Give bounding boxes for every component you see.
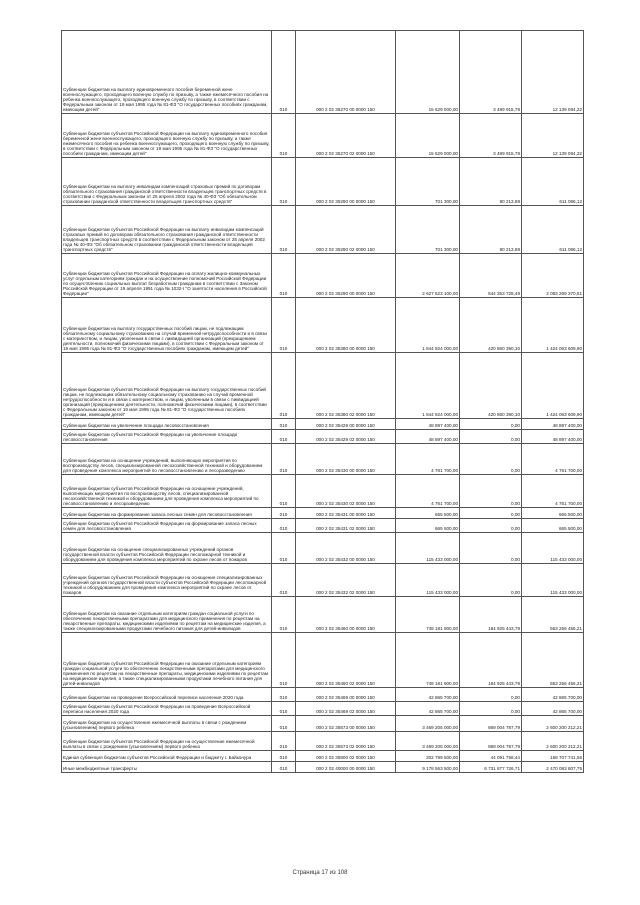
cell-unexecuted: 115 433 000,00: [522, 533, 584, 564]
cell-name: Субвенции бюджетам на проведение Всероссийской переписи населения 2020 года: [62, 688, 272, 702]
cell-unexecuted: 48 897 400,00: [522, 430, 584, 444]
cell-name: Субвенции бюджетам субъектов Российской Федерации на выплату инвалидам компенсаций страховых премий по договорам обязательного страхования гражданской ответственности владельцев транспортных средств в соответствии с Федеральным законом от 25 апреля 2002 года № 40-ФЗ "Об обязательном страховании гражданской ответственности владельцев транспортных средств": [62, 206, 272, 254]
cell-executed: 3 489 915,78: [460, 114, 522, 158]
cell-name: Субвенции бюджетам субъектов Российской Федерации на оснащение специализированных учреждений органов государственной власти субъектов Российской Федерации лесопожарной техникой и оборудованием для проведения комплекса мероприятий по охране лесов от пожаров: [62, 564, 272, 597]
table-row: [62, 597, 584, 633]
cell-unexecuted: 1 424 063 609,90: [522, 298, 584, 353]
cell-code: 010: [272, 254, 296, 298]
cell-kbk: 000 2 02 35469 02 0000 150: [296, 702, 396, 716]
cell-kbk: 000 2 02 35380 00 0000 150: [296, 298, 396, 353]
cell-approved: 4 761 700,00: [396, 475, 460, 508]
cell-executed: 0,00: [460, 419, 522, 430]
cell-executed: 420 860 390,10: [460, 298, 522, 353]
table-row: [62, 716, 584, 732]
cell-approved: 1 844 924 000,00: [396, 298, 460, 353]
cell-code: 010: [272, 533, 296, 564]
cell-approved: 665 500,00: [396, 508, 460, 519]
cell-approved: 701 300,00: [396, 158, 460, 206]
cell-code: 010: [272, 762, 296, 773]
cell-name: Субвенции бюджетам субъектов Российской Федерации на оплату жилищно-коммунальных услуг отдельным категориям граждан и на осуществление полномочий Российской Федерации по осуществлению социальных выплат безработным гражданам в соответствии с Законом Российской Федерации от 19 апреля 1991 года № 1032-I "О занятости населения в Российской Федерации": [62, 254, 272, 298]
cell-kbk: 000 2 02 35460 00 0000 150: [296, 597, 396, 633]
cell-name: Субвенции бюджетам субъектов Российской Федерации на выплату государственных пособий лицам, не подлежащим обязательному социальному страхованию на случай временной нетрудоспособности и в связи с материнством, и лицам, уволенным в связи с ликвидацией организаций (прекращением деятельности, полномочий физическими лицами), в соответствии с Федеральным законом от 19 мая 1995 года № 81-ФЗ "О государственных пособиях гражданам, имеющим детей": [62, 353, 272, 419]
cell-kbk: 000 2 02 35280 02 0000 150: [296, 206, 396, 254]
table-row: [62, 762, 584, 773]
page-number: Страница 17 из 108: [292, 870, 348, 876]
cell-kbk: 000 2 02 35270 02 0000 150: [296, 114, 396, 158]
table-row: [62, 206, 584, 254]
table-row: [62, 508, 584, 519]
cell-unexecuted: 12 139 084,22: [522, 31, 584, 114]
cell-unexecuted: 158 707 741,56: [522, 751, 584, 762]
cell-executed: 0,00: [460, 444, 522, 475]
cell-unexecuted: 611 086,12: [522, 206, 584, 254]
cell-approved: 42 865 700,00: [396, 702, 460, 716]
cell-unexecuted: 48 897 400,00: [522, 419, 584, 430]
cell-approved: 3 469 205 000,00: [396, 732, 460, 751]
cell-executed: 0,00: [460, 564, 522, 597]
cell-kbk: 000 2 02 35380 02 0000 150: [296, 353, 396, 419]
cell-executed: 0,00: [460, 519, 522, 533]
cell-unexecuted: 4 761 700,00: [522, 444, 584, 475]
cell-unexecuted: 2 083 269 370,51: [522, 254, 584, 298]
cell-code: 010: [272, 298, 296, 353]
cell-kbk: 000 2 02 35460 02 0000 150: [296, 633, 396, 688]
cell-executed: 0,00: [460, 508, 522, 519]
cell-kbk: 000 2 02 35431 02 0000 150: [296, 519, 396, 533]
cell-code: 010: [272, 564, 296, 597]
cell-name: Субвенции бюджетам на выплату инвалидам компенсаций страховых премий по договорам обязательного страхования гражданской ответственности владельцев транспортных средств в соответствии с Федеральным законом от 25 апреля 2002 года № 40-ФЗ "Об обязательном страховании гражданской ответственности владельцев транспортных средств": [62, 158, 272, 206]
cell-executed: 869 004 787,79: [460, 716, 522, 732]
table-row: [62, 519, 584, 533]
table-row: [62, 298, 584, 353]
table-row: [62, 31, 584, 114]
cell-unexecuted: 563 256 456,21: [522, 597, 584, 633]
table-row: [62, 751, 584, 762]
cell-kbk: 000 2 02 35431 00 0000 150: [296, 508, 396, 519]
cell-name: Субвенции бюджетам субъектов Российской Федерации на формирование запаса лесных семян для лесовосстановления: [62, 519, 272, 533]
table-row: [62, 533, 584, 564]
table-row: [62, 732, 584, 751]
cell-approved: 115 433 000,00: [396, 564, 460, 597]
cell-executed: 869 004 787,79: [460, 732, 522, 751]
cell-kbk: 000 2 02 35900 02 0000 150: [296, 751, 396, 762]
cell-name: Субвенции бюджетам на оснащение специализированных учреждений органов государственной власти субъектов Российской Федерации лесопожарной техникой и оборудованием для проведения комплекса мероприятий по охране лесов от пожаров: [62, 533, 272, 564]
cell-name: Субвенции бюджетам на выплату единовременного пособия беременной жене военнослужащего, проходящего военную службу по призыву, а также ежемесячного пособия на ребенка военнослужащего, проходящего военную службу по призыву, в соответствии с Федеральным законом от 19 мая 1995 года № 81-ФЗ "О государственных пособиях гражданам, имеющим детей": [62, 31, 272, 114]
cell-unexecuted: 2 600 200 212,21: [522, 716, 584, 732]
cell-unexecuted: 665 500,00: [522, 519, 584, 533]
cell-code: 010: [272, 751, 296, 762]
cell-approved: 202 799 500,00: [396, 751, 460, 762]
cell-kbk: 000 2 02 35280 00 0000 150: [296, 158, 396, 206]
cell-kbk: 000 2 02 35430 00 0000 150: [296, 444, 396, 475]
table-row: [62, 633, 584, 688]
cell-code: 010: [272, 158, 296, 206]
cell-name: Субвенции бюджетам субъектов Российской Федерации на проведение Всероссийской переписи населения 2020 года: [62, 702, 272, 716]
cell-name: Субвенции бюджетам на увеличение площади лесовосстановления: [62, 419, 272, 430]
cell-name: Субвенции бюджетам на выплату государственных пособий лицам, не подлежащим обязательному социальному страхованию на случай временной нетрудоспособности и в связи с материнством, и лицам, уволенным в связи с ликвидацией организаций (прекращением деятельности, полномочий физическими лицами), в соответствии с Федеральным законом от 19 мая 1995 года № 81-ФЗ "О государственных пособиях гражданам, имеющим детей": [62, 298, 272, 353]
cell-unexecuted: 42 865 700,00: [522, 702, 584, 716]
cell-unexecuted: 12 139 084,22: [522, 114, 584, 158]
table-row: [62, 475, 584, 508]
cell-code: 010: [272, 114, 296, 158]
cell-kbk: 000 2 02 40000 00 0000 150: [296, 762, 396, 773]
cell-executed: 0,00: [460, 475, 522, 508]
cell-name: Субвенции бюджетам на осуществление ежемесячной выплаты в связи с рождением (усыновлением) первого ребенка: [62, 716, 272, 732]
cell-kbk: 000 2 02 35432 00 0000 150: [296, 533, 396, 564]
cell-executed: 0,00: [460, 688, 522, 702]
cell-name: Субвенции бюджетам субъектов Российской Федерации на оказание отдельным категориям граждан социальной услуги по обеспечению лекарственными препаратами для медицинского применения по рецептам на лекарственные препараты, медицинскими изделиями по рецептам на медицинские изделия, а также специализированными продуктами лечебного питания для детей-инвалидов: [62, 633, 272, 688]
table-row: [62, 114, 584, 158]
cell-kbk: 000 2 02 35429 02 0000 150: [296, 430, 396, 444]
cell-code: 010: [272, 475, 296, 508]
cell-unexecuted: 2 600 200 212,21: [522, 732, 584, 751]
cell-executed: 0,00: [460, 430, 522, 444]
cell-approved: 748 181 900,00: [396, 597, 460, 633]
cell-executed: 44 091 758,44: [460, 751, 522, 762]
cell-kbk: 000 2 02 35430 02 0000 150: [296, 475, 396, 508]
cell-approved: 748 181 900,00: [396, 633, 460, 688]
cell-unexecuted: 563 256 456,21: [522, 633, 584, 688]
cell-approved: 1 844 924 000,00: [396, 353, 460, 419]
cell-kbk: 000 2 02 35432 02 0000 150: [296, 564, 396, 597]
cell-code: 010: [272, 353, 296, 419]
cell-approved: 9 178 563 500,00: [396, 762, 460, 773]
table-row: [62, 254, 584, 298]
cell-name: Субвенции бюджетам на формирование запаса лесных семян для лесовосстановления: [62, 508, 272, 519]
cell-code: 010: [272, 633, 296, 688]
table-row: [62, 444, 584, 475]
cell-name: Единая субвенция бюджетам субъектов Российской Федерации и бюджету г. Байконура: [62, 751, 272, 762]
cell-executed: 0,00: [460, 533, 522, 564]
cell-approved: 4 761 700,00: [396, 444, 460, 475]
cell-unexecuted: 1 424 063 609,90: [522, 353, 584, 419]
cell-code: 010: [272, 31, 296, 114]
cell-approved: 115 433 000,00: [396, 533, 460, 564]
cell-approved: 48 897 400,00: [396, 430, 460, 444]
cell-approved: 3 469 205 000,00: [396, 716, 460, 732]
cell-executed: 90 213,88: [460, 206, 522, 254]
cell-code: 010: [272, 206, 296, 254]
cell-unexecuted: 611 086,12: [522, 158, 584, 206]
budget-table: [61, 30, 584, 773]
table-row: [62, 430, 584, 444]
cell-kbk: 000 2 02 35270 00 0000 150: [296, 31, 396, 114]
cell-approved: 2 627 623 100,00: [396, 254, 460, 298]
table-row: [62, 419, 584, 430]
cell-executed: 6 731 877 726,71: [460, 762, 522, 773]
table-row: [62, 702, 584, 716]
table-row: [62, 158, 584, 206]
cell-name: Субвенции бюджетам на оснащение учреждений, выполняющих мероприятия по воспроизводству лесов, специализированной лесохозяйственной техникой и оборудованием для проведения комплекса мероприятий по лесовосстановлению и лесоразведению: [62, 444, 272, 475]
cell-name: Иные межбюджетные трансферты: [62, 762, 272, 773]
cell-approved: 42 865 700,00: [396, 688, 460, 702]
cell-name: Субвенции бюджетам на оказание отдельным категориям граждан социальной услуги по обеспечению лекарственными препаратами для медицинского применения по рецептам на лекарственные препараты, медицинскими изделиями по рецептам на медицинские изделия, а также специализированными продуктами лечебного питания для детей-инвалидов: [62, 597, 272, 633]
cell-approved: 701 300,00: [396, 206, 460, 254]
cell-unexecuted: 115 433 000,00: [522, 564, 584, 597]
cell-kbk: 000 2 02 35429 00 0000 150: [296, 419, 396, 430]
table-row: [62, 564, 584, 597]
cell-kbk: 000 2 02 35290 00 0000 150: [296, 254, 396, 298]
cell-code: 010: [272, 732, 296, 751]
cell-approved: 15 629 000,00: [396, 114, 460, 158]
cell-kbk: 000 2 02 35573 00 0000 150: [296, 716, 396, 732]
cell-executed: 0,00: [460, 702, 522, 716]
cell-code: 010: [272, 688, 296, 702]
cell-code: 010: [272, 702, 296, 716]
cell-unexecuted: 2 470 083 807,75: [522, 762, 584, 773]
cell-unexecuted: 4 761 700,00: [522, 475, 584, 508]
cell-unexecuted: 42 865 700,00: [522, 688, 584, 702]
cell-kbk: 000 2 02 35573 02 0000 150: [296, 732, 396, 751]
cell-executed: 544 353 728,49: [460, 254, 522, 298]
cell-unexecuted: 665 500,00: [522, 508, 584, 519]
cell-code: 010: [272, 508, 296, 519]
table-row: [62, 688, 584, 702]
cell-name: Субвенции бюджетам субъектов Российской Федерации на оснащение учреждений, выполняющих мероприятия по воспроизводству лесов, специализированной лесохозяйственной техникой и оборудованием для проведения комплекса мероприятий по лесовосстановлению и лесоразведению: [62, 475, 272, 508]
cell-code: 010: [272, 430, 296, 444]
cell-approved: 15 629 000,00: [396, 31, 460, 114]
cell-code: 010: [272, 597, 296, 633]
cell-executed: 184 925 443,79: [460, 597, 522, 633]
cell-code: 010: [272, 716, 296, 732]
cell-approved: 48 897 400,00: [396, 419, 460, 430]
cell-code: 010: [272, 519, 296, 533]
cell-code: 010: [272, 419, 296, 430]
cell-name: Субвенции бюджетам субъектов Российской Федерации на осуществление ежемесячной выплаты в связи с рождением (усыновлением) первого ребенка: [62, 732, 272, 751]
cell-code: 010: [272, 444, 296, 475]
cell-approved: 665 500,00: [396, 519, 460, 533]
table-row: [62, 353, 584, 419]
cell-name: Субвенции бюджетам субъектов Российской Федерации на выплату единовременного пособия беременной жене военнослужащего, проходящего военную службу по призыву, а также ежемесячного пособия на ребенка военнослужащего, проходящего военную службу по призыву, в соответствии с Федеральным законом от 19 мая 1995 года № 81-ФЗ "О государственных пособиях гражданам, имеющим детей": [62, 114, 272, 158]
cell-name: Субвенции бюджетам субъектов Российской Федерации на увеличение площади лесовосстановления: [62, 430, 272, 444]
cell-executed: 3 489 915,78: [460, 31, 522, 114]
cell-executed: 90 213,88: [460, 158, 522, 206]
cell-executed: 184 925 443,79: [460, 633, 522, 688]
cell-kbk: 000 2 02 35469 00 0000 150: [296, 688, 396, 702]
cell-executed: 420 860 390,10: [460, 353, 522, 419]
